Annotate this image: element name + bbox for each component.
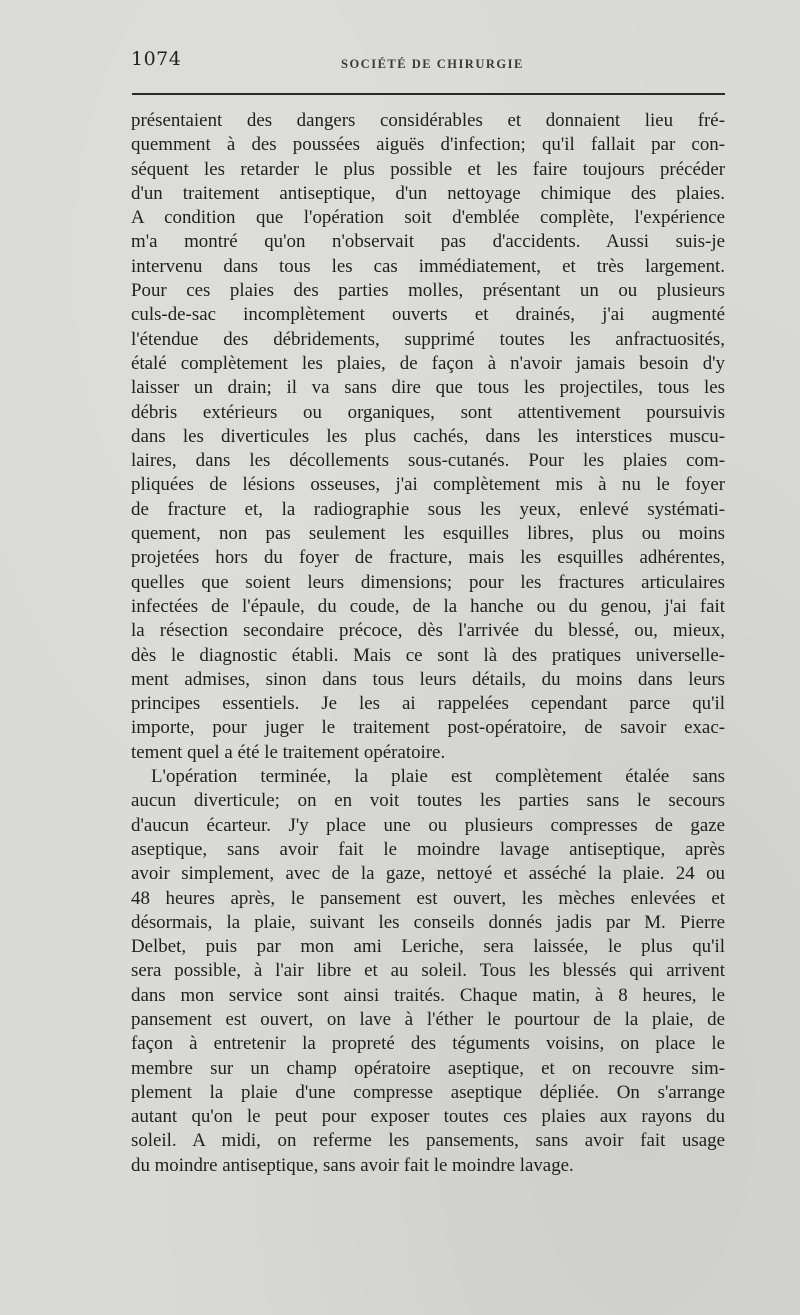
text-line: L'opération terminée, la plaie est complètement étalée sans — [151, 766, 725, 788]
text-line: tement quel a été le traitement opératoire. — [131, 741, 446, 763]
text-line: du moindre antiseptique, sans avoir fait le moindre lavage. — [131, 1154, 574, 1176]
text-line: principes essentiels. Je les ai rappelées cependant parce qu'il — [131, 693, 725, 715]
text-line: séquent les retarder le plus possible et les faire toujours précéder — [131, 158, 725, 180]
text-line: soleil. A midi, on referme les pansements, sans avoir fait usage — [131, 1130, 725, 1152]
text-line: Pour ces plaies des parties molles, présentant un ou plusieurs — [131, 280, 725, 302]
text-line: désormais, la plaie, suivant les conseils donnés jadis par M. Pierre — [131, 911, 725, 933]
text-line: pliquées de lésions osseuses, j'ai complètement mis à nu le foyer — [131, 474, 725, 496]
page-number: 1074 — [131, 48, 182, 70]
text-line: débris extérieurs ou organiques, sont attentivement poursuivis — [131, 401, 725, 423]
text-line: aucun diverticule; on en voit toutes les parties sans le secours — [131, 790, 725, 812]
text-line: autant qu'on le peut pour exposer toutes ces plaies aux rayons du — [131, 1106, 725, 1128]
text-line: m'a montré qu'on n'observait pas d'accidents. Aussi suis-je — [131, 231, 725, 253]
text-line: projetées hors du foyer de fracture, mais les esquilles adhérentes, — [131, 547, 725, 569]
text-line: étalé complètement les plaies, de façon à n'avoir jamais besoin d'y — [131, 352, 725, 374]
text-line: présentaient des dangers considérables et donnaient lieu fré- — [131, 110, 725, 131]
text-line: sera possible, à l'air libre et au soleil. Tous les blessés qui arrivent — [131, 960, 725, 982]
text-line: façon à entretenir la propreté des téguments voisins, on place le — [131, 1033, 725, 1055]
text-line: laisser un drain; il va sans dire que tous les projectiles, tous les — [131, 377, 725, 399]
text-line: ment admises, sinon dans tous leurs détails, du moins dans leurs — [131, 668, 725, 690]
text-line: pansement est ouvert, on lave à l'éther le pourtour de la plaie, de — [131, 1008, 725, 1030]
text-line: intervenu dans tous les cas immédiatement, et très largement. — [131, 255, 725, 277]
text-line: 48 heures après, le pansement est ouvert, les mèches enlevées et — [131, 887, 725, 909]
text-line: infectées de l'épaule, du coude, de la hanche ou du genou, j'ai fait — [131, 595, 725, 617]
text-line: quelles que soient leurs dimensions; pour les fractures articulaires — [131, 571, 725, 593]
text-line: l'étendue des débridements, supprimé toutes les anfractuosités, — [131, 328, 725, 350]
text-line: dans les diverticules les plus cachés, dans les interstices muscu- — [131, 425, 725, 447]
text-line: d'aucun écarteur. J'y place une ou plusieurs compresses de gaze — [131, 814, 725, 836]
header-rule — [132, 93, 725, 95]
page-header — [131, 48, 725, 80]
text-line: A condition que l'opération soit d'emblée complète, l'expérience — [131, 207, 725, 229]
text-line: quement, non pas seulement les esquilles libres, plus ou moins — [131, 523, 725, 545]
text-line: aseptique, sans avoir fait le moindre lavage antiseptique, après — [131, 838, 725, 860]
text-line: de fracture et, la radiographie sous les yeux, enlevé systémati- — [131, 498, 725, 520]
text-line: quemment à des poussées aiguës d'infection; qu'il fallait par con- — [131, 134, 725, 156]
text-line: laires, dans les décollements sous-cutanés. Pour les plaies com- — [131, 450, 725, 472]
text-line: la résection secondaire précoce, dès l'arrivée du blessé, ou, mieux, — [131, 620, 725, 642]
text-line: dès le diagnostic établi. Mais ce sont là des pratiques universelle- — [131, 644, 725, 666]
text-line: plement la plaie d'une compresse aseptique dépliée. On s'arrange — [131, 1081, 725, 1103]
text-line: avoir simplement, avec de la gaze, nettoyé et asséché la plaie. 24 ou — [131, 863, 725, 885]
text-line: Delbet, puis par mon ami Leriche, sera laissée, le plus qu'il — [131, 936, 725, 958]
body-text — [131, 109, 725, 1178]
text-line: d'un traitement antiseptique, d'un nettoyage chimique des plaies. — [131, 182, 725, 204]
running-head: SOCIÉTÉ DE CHIRURGIE — [341, 57, 524, 71]
text-line: membre sur un champ opératoire aseptique, et on recouvre sim- — [131, 1057, 725, 1079]
text-line: culs-de-sac incomplètement ouverts et drainés, j'ai augmenté — [131, 304, 725, 326]
text-line: importe, pour juger le traitement post-opératoire, de savoir exac- — [131, 717, 725, 739]
text-line: dans mon service sont ainsi traités. Chaque matin, à 8 heures, le — [131, 984, 725, 1006]
